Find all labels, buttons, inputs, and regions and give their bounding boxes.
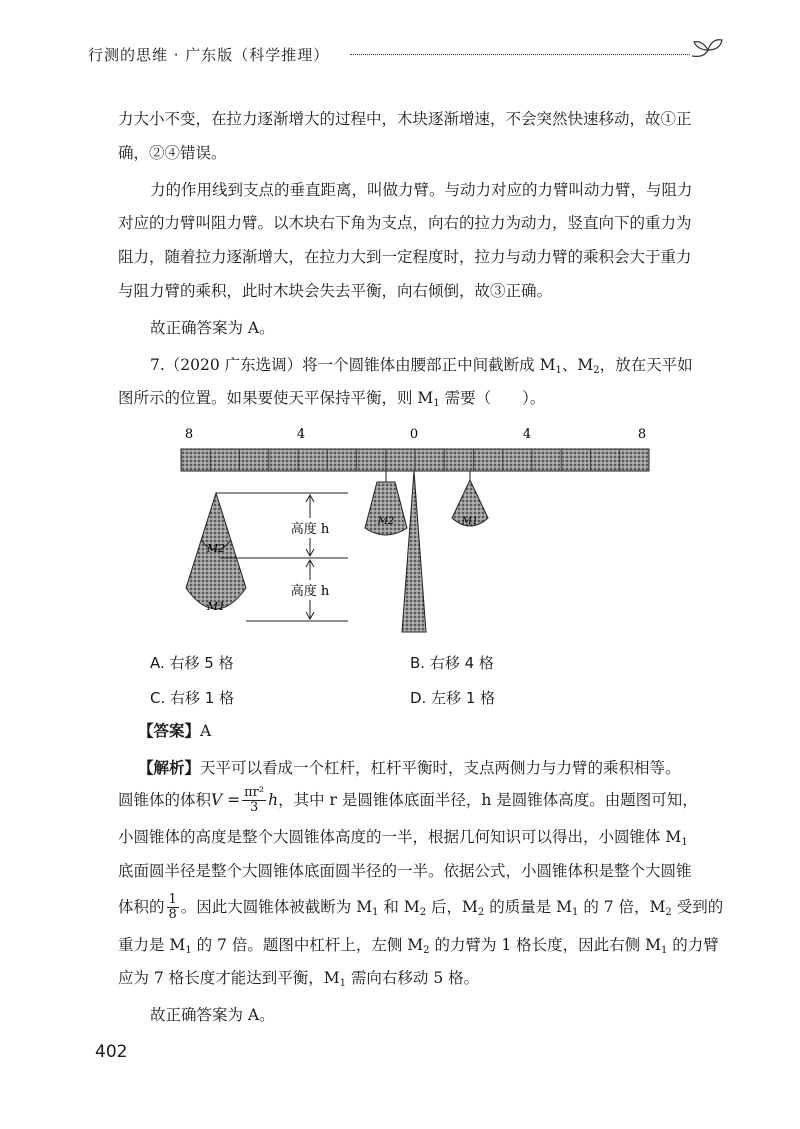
analysis-line: 体积的 $\frac{1}{8}$ 。因此大圆锥体被截断为 $M_1$ 和 $M_2$ 后，$M_2$ 的质量是 $M_1$ 的 7 倍，$M_2$ 受到的: [118, 892, 724, 923]
page-number: 402: [95, 1042, 128, 1062]
option-a: A. 右移 5 格: [150, 654, 234, 672]
text-line: 力的作用线到支点的垂直距离，叫做力臂。与动力对应的力臂叫动力臂，与阻力: [150, 181, 693, 199]
sprout-icon: [690, 36, 726, 62]
analysis-line: 底面圆半径是整个大圆锥体底面圆半径的一半。依据公式，小圆锥体积是整个大圆锥: [118, 862, 692, 880]
scale-label: 4: [522, 427, 532, 442]
cone-label-m1: M1: [206, 600, 226, 613]
answer-label: 【答案】: [138, 721, 201, 740]
option-b: B. 右移 4 格: [410, 654, 494, 672]
height-label: 高度 h: [290, 522, 330, 537]
text-line: 确，②④错误。: [118, 144, 227, 162]
header-title: 行测的思维 · 广东版（科学推理）: [88, 46, 330, 64]
question-line: 7.（2020 广东选调）将一个圆锥体由腰部正中间截断成 $M_1$、$M_2$，放在天平如: [150, 356, 693, 376]
option-d: D. 左移 1 格: [410, 689, 496, 707]
cone-label-m2: M2: [206, 542, 226, 555]
svg-text:M2: M2: [377, 516, 395, 527]
scale-label: 4: [296, 427, 306, 442]
text-line: 阻力，随着拉力逐渐增大，在拉力大到一定程度时，拉力与动力臂的乘积会大于重力: [118, 248, 692, 266]
analysis-line: 应为 7 格长度才能达到平衡，$M_1$ 需向右移动 5 格。: [118, 969, 480, 989]
conclusion-line: 故正确答案为 A。: [150, 1006, 275, 1024]
header-rule: [350, 54, 690, 55]
text-line: 力大小不变，在拉力逐渐增大的过程中，木块逐渐增速，不会突然快速移动，故①正: [118, 110, 692, 128]
scale-label: 0: [409, 427, 419, 442]
frustum-m2: [365, 482, 407, 535]
analysis-line: 圆锥体的体积V = $\frac{\text{πr²}}{3}$ h，其中 r 是圆锥体底面半径，h 是圆锥体高度。由题图可知，: [118, 785, 698, 816]
analysis-line: 重力是 $M_1$ 的 7 倍。题图中杠杆上，左侧 $M_2$ 的力臂为 1 格长度，因此右侧 $M_1$ 的力臂: [118, 936, 719, 956]
conclusion-line: 故正确答案为 A。: [150, 319, 275, 337]
analysis-line: 【解析】天平可以看成一个杠杆，杠杆平衡时，支点两侧力与力臂的乘积相等。: [138, 758, 681, 777]
svg-text:M1: M1: [461, 516, 479, 527]
scale-label: 8: [184, 427, 194, 442]
answer-line: [138, 723, 738, 740]
scale-label: 8: [637, 427, 647, 442]
question-line: 图所示的位置。如果要使天平保持平衡，则 $M_1$ 需要（ ）。: [118, 389, 546, 409]
analysis-label: 【解析】: [138, 758, 201, 777]
analysis-line: 小圆锥体的高度是整个大圆锥体高度的一半，根据几何知识可以得出，小圆锥体 $M_1$: [118, 828, 688, 848]
balance-figure: [170, 420, 660, 645]
option-c: C. 右移 1 格: [150, 689, 235, 707]
fulcrum: [402, 471, 426, 632]
text-line: 对应的力臂叫阻力臂。以木块右下角为支点，向右的拉力为动力，竖直向下的重力为: [118, 214, 692, 232]
height-label: 高度 h: [290, 584, 330, 599]
running-header: [88, 34, 728, 74]
text-line: 与阻力臂的乘积，此时木块会失去平衡，向右倾倒，故③正确。: [118, 282, 553, 300]
answer-value: A: [200, 722, 212, 740]
